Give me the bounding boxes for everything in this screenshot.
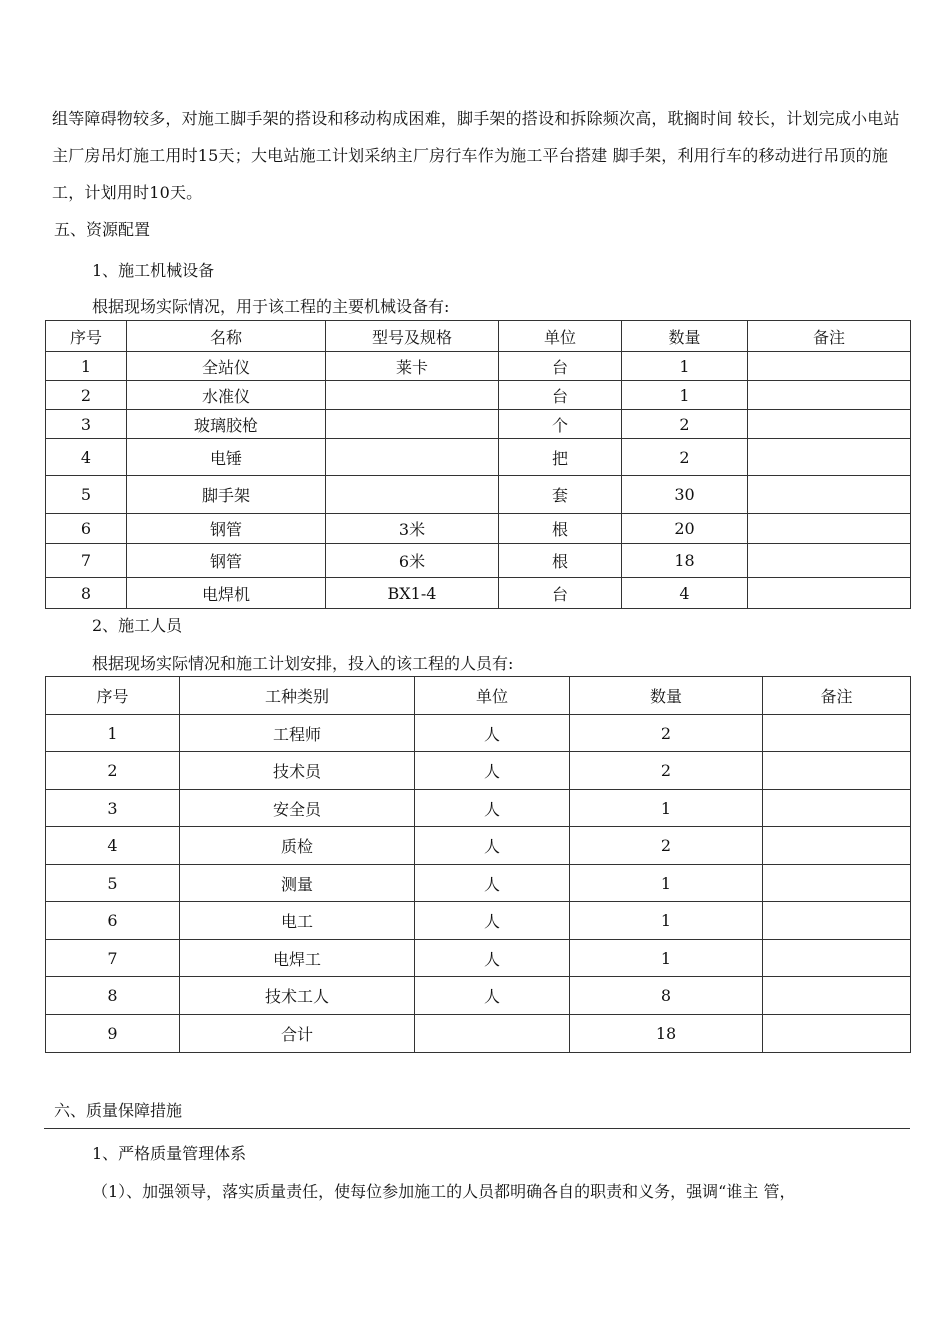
table-cell <box>748 476 911 514</box>
equipment-intro: 根据现场实际情况，用于该工程的主要机械设备有: <box>92 297 450 316</box>
table-cell: 全站仪 <box>127 352 326 381</box>
table-cell <box>763 715 911 752</box>
table-cell: 测量 <box>180 865 415 902</box>
header-cell: 数量 <box>622 321 748 352</box>
table-cell: 2 <box>46 381 127 410</box>
table-cell: 4 <box>46 439 127 476</box>
table-row <box>46 827 911 865</box>
table-cell: 电锤 <box>127 439 326 476</box>
table-cell: 套 <box>499 476 622 514</box>
table-cell: 2 <box>570 715 763 752</box>
table-cell <box>748 410 911 439</box>
table-cell: 技术工人 <box>180 977 415 1015</box>
table-cell: 人 <box>415 865 570 902</box>
table-cell: 人 <box>415 827 570 865</box>
table-cell: 6米 <box>326 544 499 578</box>
table-cell: 2 <box>622 439 748 476</box>
table-row <box>46 865 911 902</box>
table-cell: 2 <box>622 410 748 439</box>
table-cell: 3 <box>46 410 127 439</box>
table-cell: 1 <box>570 790 763 827</box>
table-row <box>46 352 911 381</box>
table-cell: 7 <box>46 940 180 977</box>
header-cell: 单位 <box>415 677 570 715</box>
table-cell: 2 <box>570 827 763 865</box>
table-cell <box>763 865 911 902</box>
table-cell: 电焊工 <box>180 940 415 977</box>
table-cell: 30 <box>622 476 748 514</box>
table-cell <box>326 439 499 476</box>
table-cell <box>748 578 911 609</box>
header-cell: 工种类别 <box>180 677 415 715</box>
table-row <box>46 578 911 609</box>
personnel-subtitle: 2、施工人员 <box>92 616 183 635</box>
table-cell: 钢管 <box>127 544 326 578</box>
table-cell: 1 <box>622 352 748 381</box>
table-cell: 人 <box>415 752 570 790</box>
table-cell <box>763 790 911 827</box>
table-cell: 人 <box>415 715 570 752</box>
table-cell: 8 <box>46 578 127 609</box>
table-cell: 质检 <box>180 827 415 865</box>
intro-paragraph: 组等障碍物较多，对施工脚手架的搭设和移动构成困难，脚手架的搭设和拆除频次高，耽搁时间 较长，计划完成小电站主厂房吊灯施工用时15天；大电站施工计划采纳主厂房行车作为施工平台搭建 脚手架，利用行车的移动进行吊顶的施工，计划用时10天。 <box>52 109 900 202</box>
table-cell: 根 <box>499 514 622 544</box>
table-row <box>46 544 911 578</box>
header-cell: 名称 <box>127 321 326 352</box>
table-cell <box>326 381 499 410</box>
table-row <box>46 790 911 827</box>
table-row <box>46 514 911 544</box>
table-cell: 2 <box>570 752 763 790</box>
table-cell: 玻璃胶枪 <box>127 410 326 439</box>
table-cell: 8 <box>570 977 763 1015</box>
table-cell <box>326 410 499 439</box>
table-row <box>46 902 911 940</box>
table-cell: 7 <box>46 544 127 578</box>
header-cell: 型号及规格 <box>326 321 499 352</box>
table-cell <box>748 544 911 578</box>
table-cell: 1 <box>46 352 127 381</box>
table-cell: 根 <box>499 544 622 578</box>
header-cell: 序号 <box>46 677 180 715</box>
table-cell: 台 <box>499 578 622 609</box>
table-cell <box>763 752 911 790</box>
table-cell: 台 <box>499 352 622 381</box>
table-cell: 合计 <box>180 1015 415 1053</box>
section-5-title: 五、资源配置 <box>54 220 151 239</box>
table-cell: 脚手架 <box>127 476 326 514</box>
table-row <box>46 977 911 1015</box>
table-row <box>46 381 911 410</box>
table-cell <box>763 977 911 1015</box>
table-cell <box>748 381 911 410</box>
personnel-intro: 根据现场实际情况和施工计划安排，投入的该工程的人员有: <box>92 654 514 673</box>
table-cell: 6 <box>46 514 127 544</box>
table-cell: 8 <box>46 977 180 1015</box>
table-cell: 个 <box>499 410 622 439</box>
table-cell: 2 <box>46 752 180 790</box>
table-row <box>46 752 911 790</box>
header-cell: 备注 <box>748 321 911 352</box>
table-row <box>46 476 911 514</box>
table-cell: 莱卡 <box>326 352 499 381</box>
table-cell: 钢管 <box>127 514 326 544</box>
table-row <box>46 715 911 752</box>
section-6-title: 六、质量保障措施 <box>54 1101 183 1120</box>
table-cell: 4 <box>46 827 180 865</box>
table-cell <box>763 902 911 940</box>
table-row <box>46 410 911 439</box>
table-cell <box>415 1015 570 1053</box>
table-cell <box>326 476 499 514</box>
table-cell: 人 <box>415 977 570 1015</box>
table-cell <box>748 439 911 476</box>
table-cell: 3 <box>46 790 180 827</box>
table-cell: 1 <box>570 902 763 940</box>
table-cell: 1 <box>46 715 180 752</box>
table-cell: 20 <box>622 514 748 544</box>
header-cell: 备注 <box>763 677 911 715</box>
quality-item-1: （1）、加强领导，落实质量责任，使每位参加施工的人员都明确各自的职责和义务，强调“谁主 管， <box>92 1182 796 1201</box>
table-cell <box>763 940 911 977</box>
table-cell: 技术员 <box>180 752 415 790</box>
equipment-header-row <box>46 321 911 352</box>
equipment-subtitle: 1、施工机械设备 <box>92 261 215 280</box>
table-cell: 水准仪 <box>127 381 326 410</box>
table-cell <box>748 352 911 381</box>
table-cell: 人 <box>415 902 570 940</box>
table-cell: 3米 <box>326 514 499 544</box>
table-cell: 1 <box>570 865 763 902</box>
header-cell: 数量 <box>570 677 763 715</box>
table-cell: 4 <box>622 578 748 609</box>
table-row <box>46 439 911 476</box>
quality-subtitle: 1、严格质量管理体系 <box>92 1144 247 1163</box>
section-divider <box>44 1128 910 1129</box>
table-cell <box>763 827 911 865</box>
table-cell: 人 <box>415 790 570 827</box>
table-cell: 把 <box>499 439 622 476</box>
table-cell: 5 <box>46 865 180 902</box>
table-cell: 18 <box>622 544 748 578</box>
header-cell: 序号 <box>46 321 127 352</box>
table-cell: 5 <box>46 476 127 514</box>
table-cell: BX1-4 <box>326 578 499 609</box>
table-cell: 人 <box>415 940 570 977</box>
table-cell: 台 <box>499 381 622 410</box>
equipment-table <box>45 320 911 609</box>
table-row <box>46 940 911 977</box>
table-cell: 安全员 <box>180 790 415 827</box>
table-cell: 9 <box>46 1015 180 1053</box>
personnel-table <box>45 676 911 1053</box>
table-cell: 1 <box>622 381 748 410</box>
personnel-header-row <box>46 677 911 715</box>
table-cell: 电焊机 <box>127 578 326 609</box>
table-cell: 18 <box>570 1015 763 1053</box>
table-row <box>46 1015 911 1053</box>
table-cell: 6 <box>46 902 180 940</box>
table-cell: 1 <box>570 940 763 977</box>
table-cell <box>763 1015 911 1053</box>
table-cell: 电工 <box>180 902 415 940</box>
table-cell: 工程师 <box>180 715 415 752</box>
header-cell: 单位 <box>499 321 622 352</box>
table-cell <box>748 514 911 544</box>
